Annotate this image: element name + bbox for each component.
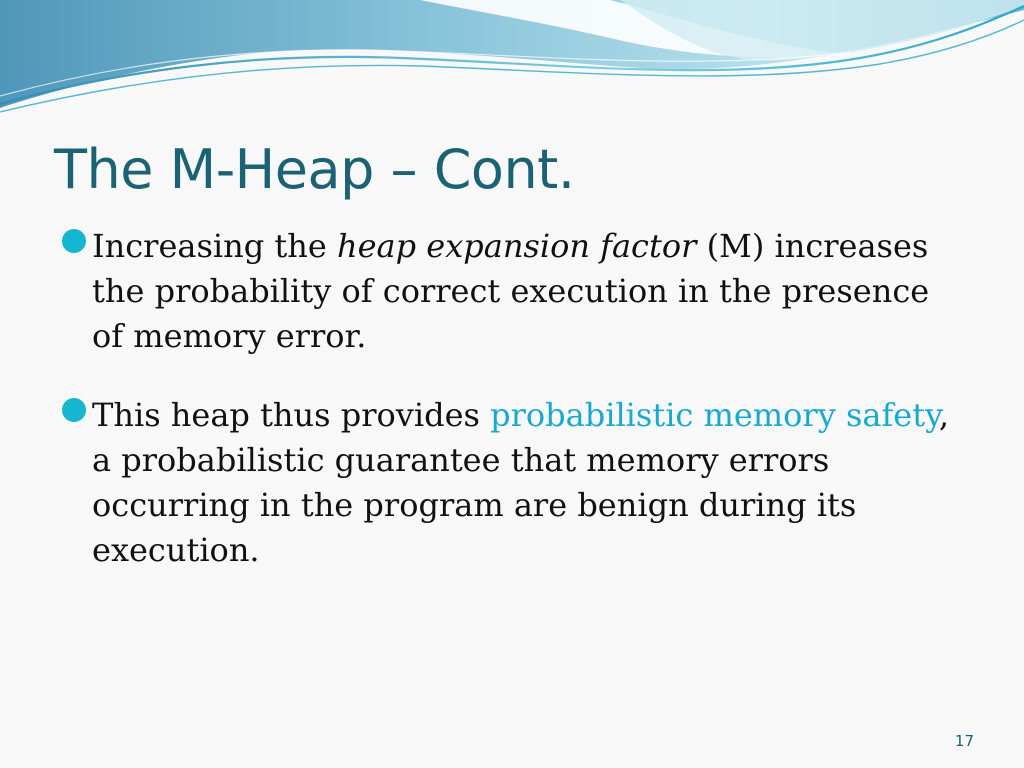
bullet-highlight-term: probabilistic memory safety — [490, 396, 939, 434]
bullet-dot-icon — [62, 229, 86, 253]
slide-title: The M-Heap – Cont. — [54, 138, 575, 201]
bullet-text-suffix: , a probabilistic guarantee that memory errors occurring in the program are benign during its execution. — [92, 396, 950, 569]
bullet-item-expansion-factor — [62, 224, 962, 359]
bullet-text-prefix: This heap thus provides — [92, 396, 491, 434]
bullet-dot-icon — [62, 398, 86, 422]
bullet-text-prefix: Increasing the — [92, 227, 337, 265]
header-wave-decoration — [0, 0, 1024, 125]
page-number: 17 — [954, 732, 974, 750]
bullet-item-memory-safety — [62, 393, 962, 573]
bullet-emphasis-term: heap expansion factor — [336, 227, 697, 265]
bullet-text-suffix: (M) increases the probability of correct execution in the presence of memory error. — [92, 227, 930, 355]
bullet-list — [62, 224, 962, 573]
